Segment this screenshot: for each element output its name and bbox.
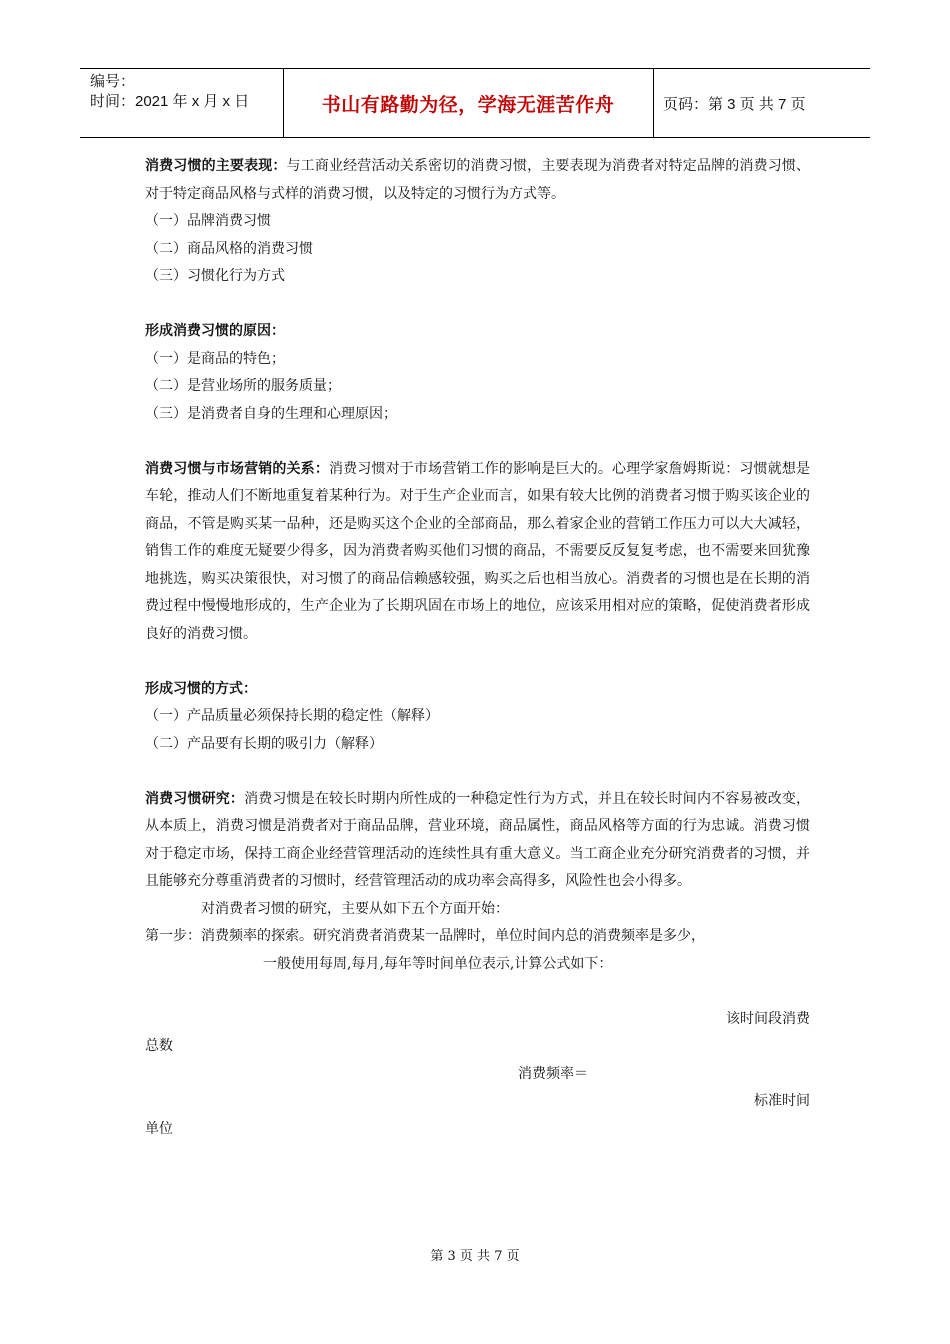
- section-heading: 消费习惯与市场营销的关系：: [145, 460, 329, 477]
- page-header: [80, 68, 870, 138]
- section-text: 消费习惯是在较长时期内所性成的一种稳定性行为方式，并且在较长时间内不容易被改变，从本质上，消费习惯是消费者对于商品品牌，营业环境，商品属性，商品风格等方面的行为忠诚。消费习惯对于稳定市场，保持工商企业经营管理活动的连续性具有重大意义。当工商企业充分研究消费者的习惯，并且能够充分尊重消费者的习惯时，经营管理活动的成功率会高得多，风险性也会小得多。: [145, 790, 811, 889]
- section-paragraph: [145, 456, 810, 649]
- document-number-label: 编号：: [90, 73, 136, 90]
- document-date: 时间：2021 年 x 月 x 日: [90, 93, 250, 110]
- formula-lhs: 消费频率＝: [518, 1065, 588, 1082]
- header-divider: [653, 69, 654, 137]
- section-heading: 形成消费习惯的原因：: [145, 323, 285, 339]
- list-item: （一）产品质量必须保持长期的稳定性（解释）: [145, 708, 439, 724]
- section-paragraph: [145, 153, 810, 208]
- research-intro: 对消费者习惯的研究，主要从如下五个方面开始：: [201, 900, 509, 917]
- section-text: 消费习惯对于市场营销工作的影响是巨大的。心理学家詹姆斯说：习惯就想是车轮，推动人们不断地重复着某种行为。对于生产企业而言，如果有较大比例的消费者习惯于购买该企业的商品，不管是购买某一品种，还是购买这个企业的全部商品，那么着家企业的营销工作压力可以大大减轻，销售工作的难度无疑要少得多，因为消费者购买他们习惯的商品，不需要反反复复考虑，也不需要来回犹豫地挑选，购买决策很快，对习惯了的商品信赖感较强，购买之后也相当放心。消费者的习惯也是在长期的消费过程中慢慢地形成的，生产企业为了长期巩固在市场上的地位，应该采用相对应的策略，促使消费者形成良好的消费习惯。: [145, 460, 811, 642]
- section-heading: 消费习惯的主要表现：: [145, 158, 287, 174]
- list-item: （二）是营业场所的服务质量；: [145, 378, 341, 394]
- list-item: （三）是消费者自身的生理和心理原因；: [145, 405, 397, 422]
- header-motto: 书山有路勤为径，学海无涯苦作舟: [321, 93, 615, 116]
- page-footer: 第 3 页 共 7 页: [430, 1249, 520, 1264]
- list-item: （一）品牌消费习惯: [145, 213, 271, 229]
- list-item: （二）产品要有长期的吸引力（解释）: [145, 735, 383, 752]
- document-body: [145, 153, 810, 1143]
- section-text: 与工商业经营活动关系密切的消费习惯，主要表现为消费者对特定品牌的消费习惯、对于特定商品风格与式样的消费习惯，以及特定的习惯行为方式等。: [145, 158, 811, 202]
- list-item: （三）习惯化行为方式: [145, 268, 285, 284]
- header-page-cell: [663, 69, 863, 137]
- step-one-note: 一般使用每周,每月,每年等时间单位表示,计算公式如下：: [263, 955, 613, 972]
- formula-numerator-cont: 总数: [145, 1038, 173, 1054]
- step-one: 第一步：消费频率的探索。研究消费者消费某一品牌时，单位时间内总的消费频率是多少，: [145, 928, 705, 944]
- header-motto-cell: [283, 69, 653, 137]
- header-page-info: 页码：第 3 页 共 7 页: [663, 95, 806, 113]
- list-item: （一）是商品的特色；: [145, 350, 285, 367]
- formula-denominator-cont: 单位: [145, 1120, 173, 1137]
- formula-numerator: 该时间段消费: [726, 1010, 810, 1027]
- formula-denominator: 标准时间: [754, 1093, 810, 1109]
- section-heading: 形成习惯的方式：: [145, 680, 257, 697]
- header-meta: [90, 69, 280, 137]
- section-paragraph: [145, 786, 810, 896]
- section-heading: 消费习惯研究：: [145, 790, 245, 807]
- list-item: （二）商品风格的消费习惯: [145, 240, 313, 257]
